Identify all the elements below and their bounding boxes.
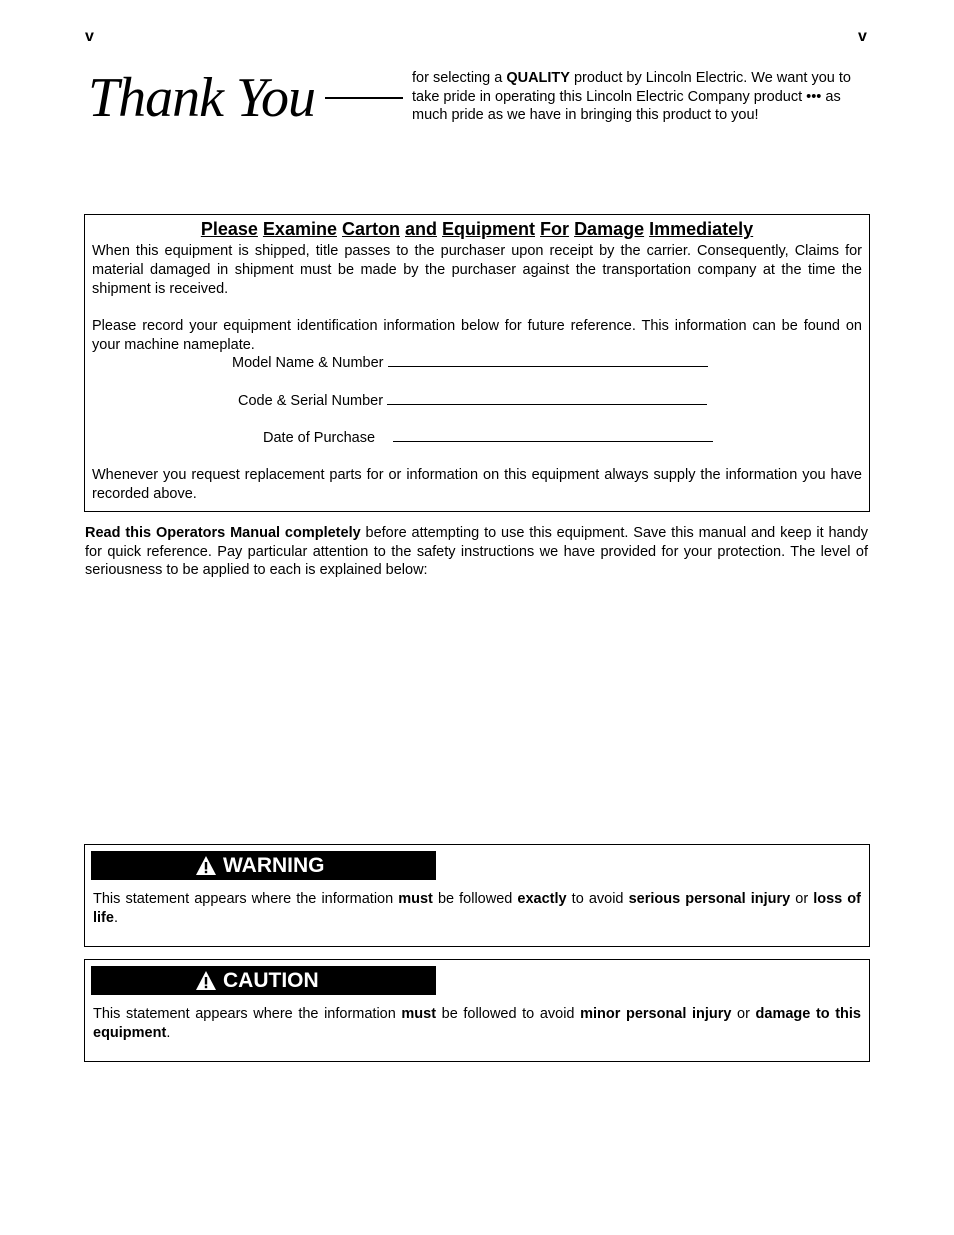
title-word: Immediately [649,219,754,239]
quality-emphasis: QUALITY [506,70,570,86]
thank-you-intro [412,69,872,125]
model-fill-line [388,354,708,367]
shipping-claims-paragraph: When this equipment is shipped, title passes to the purchaser upon receipt by the carrier. Consequently, Claims for material damaged in shipment must be made by the purchaser against the transportation company at the time the shipment is received. [92,243,862,297]
title-word: Carton [341,219,400,239]
date-label: Date of Purchase [263,430,376,446]
code-label: Code & Serial Number [238,393,384,409]
stmt-text: or [731,1006,756,1022]
stmt-text: be followed to avoid [436,1006,581,1022]
read-manual-emphasis: Read this Operators Manual completely [85,525,361,541]
examine-carton-box [84,214,870,512]
stmt-emphasis: minor personal injury [580,1006,732,1022]
title-word: Damage [574,219,645,239]
read-manual-text: before attempting to use this equipment. Save this manual and keep it handy for quick reference. Pay particular attention to the safety instructions we have provided for your protection. The level of seriousness to be applied to each is explained below: [85,525,868,578]
caution-box [84,959,870,1062]
page-number-left: v [85,28,94,45]
stmt-emphasis: must [398,891,433,907]
stmt-text: or [790,891,814,907]
warning-banner [91,851,436,880]
stmt-emphasis: loss of life [93,891,861,926]
warning-statement [93,890,861,928]
page-number-right: v [858,28,867,45]
title-word: Examine [262,219,337,239]
caution-banner [91,966,436,995]
code-fill-line [387,392,707,405]
record-info-paragraph: Please record your equipment identification information below for future reference. This information can be found on your machine nameplate. [92,318,862,353]
intro-text: for selecting a [412,70,507,86]
model-field [232,354,708,371]
stmt-text: . [166,1025,171,1041]
title-word: Please [200,219,258,239]
date-field [263,429,713,446]
title-word: For [540,219,570,239]
stmt-text: . [113,910,118,926]
replacement-parts-paragraph: Whenever you request replacement parts for or information on this equipment always supply the information you have recorded above. [92,467,862,502]
thank-you-title: Thank You [88,67,316,129]
code-field [238,392,707,409]
stmt-text: This statement appears where the information [93,1006,402,1022]
model-label: Model Name & Number [232,355,384,371]
stmt-emphasis: exactly [517,891,567,907]
warning-triangle-icon [195,855,217,876]
thank-you-rule [325,97,403,99]
warning-label: WARNING [223,853,325,877]
title-word: Equipment [442,219,536,239]
intro-text: product by Lincoln Electric. We want you to take pride in operating this Lincoln Electric Company product ••• as much pride as we have in bringing this product to you! [412,70,851,123]
date-fill-line [393,429,713,442]
warning-box [84,844,870,947]
caution-statement [93,1005,861,1043]
stmt-text: be followed [432,891,518,907]
stmt-text: This statement appears where the information [93,891,399,907]
stmt-emphasis: must [401,1006,437,1022]
stmt-text: to avoid [566,891,629,907]
title-word: and [405,219,438,239]
caution-label: CAUTION [223,968,319,992]
warning-triangle-icon [195,970,217,991]
examine-title [85,219,869,240]
stmt-emphasis: damage to this equipment [93,1006,861,1041]
stmt-emphasis: serious personal injury [628,891,791,907]
read-manual-paragraph [85,524,868,580]
